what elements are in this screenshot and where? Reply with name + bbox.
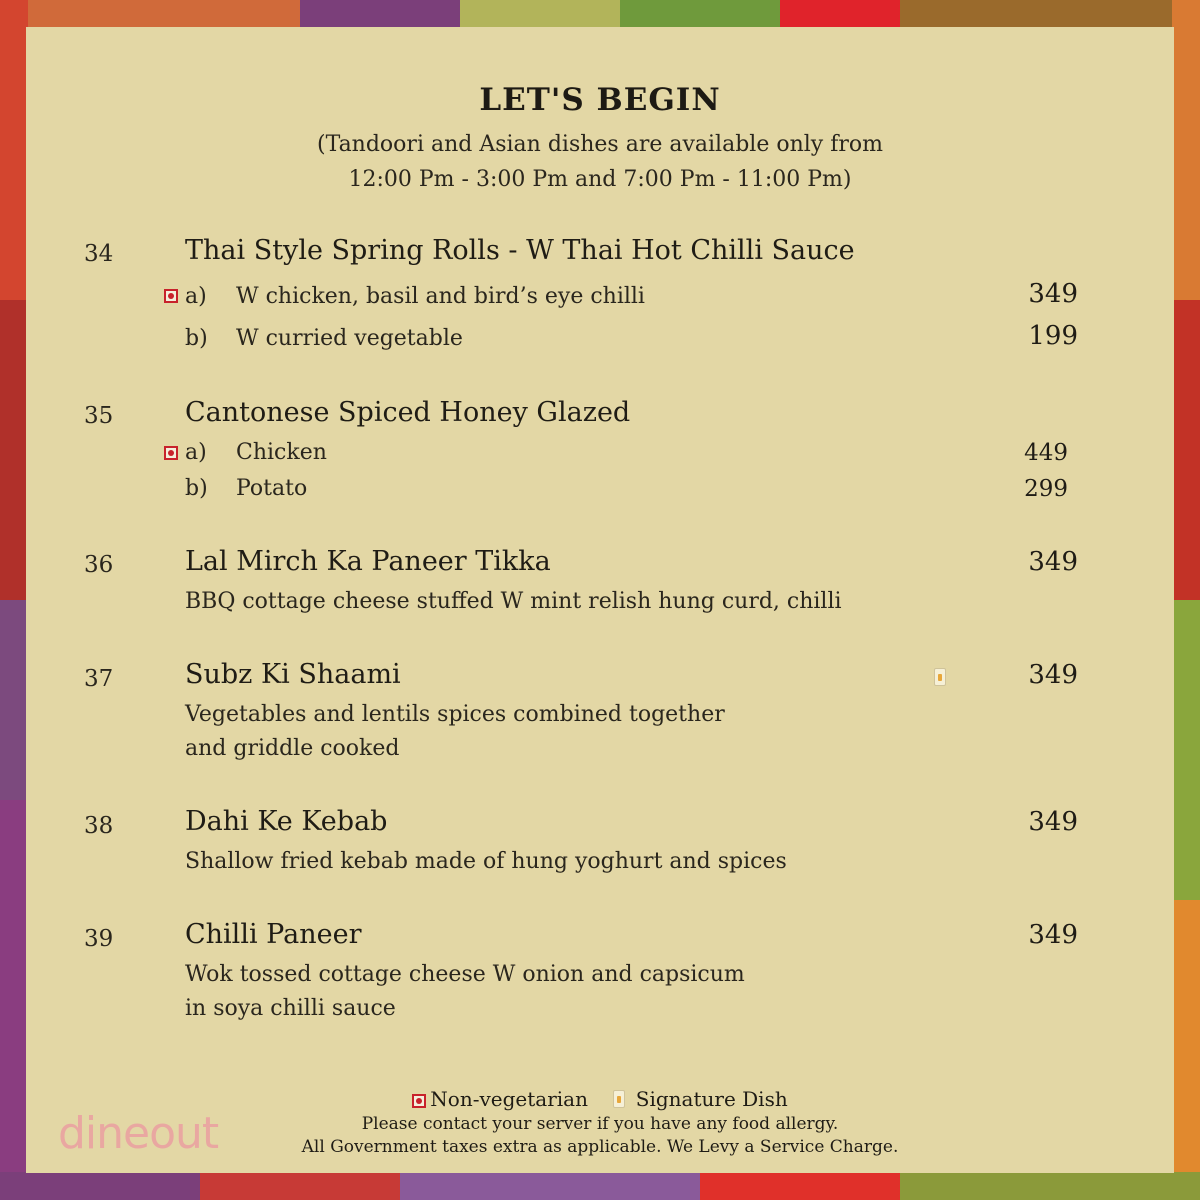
dineout-watermark: dineout	[58, 1108, 219, 1159]
item-name: Dahi Ke Kebab	[185, 806, 388, 837]
item-description: and griddle cooked	[185, 736, 400, 761]
option-price: 199	[1028, 321, 1078, 351]
option-text: Chicken	[236, 440, 327, 465]
item-description: Wok tossed cottage cheese W onion and capsicum	[185, 962, 745, 987]
item-description: Vegetables and lentils spices combined together	[185, 702, 725, 727]
item-description: in soya chilli sauce	[185, 996, 396, 1021]
option-text: Potato	[236, 476, 308, 501]
item-name: Chilli Paneer	[185, 919, 362, 950]
tax-note: All Government taxes extra as applicable. We Levy a Service Charge.	[301, 1137, 899, 1157]
option-text: W curried vegetable	[236, 326, 463, 351]
item-number: 36	[84, 552, 114, 578]
availability-line-1: (Tandoori and Asian dishes are available only from	[317, 132, 883, 157]
availability-line-2: 12:00 Pm - 3:00 Pm and 7:00 Pm - 11:00 Pm)	[348, 167, 852, 192]
item-name: Lal Mirch Ka Paneer Tikka	[185, 546, 551, 577]
item-description: Shallow fried kebab made of hung yoghurt and spices	[185, 849, 787, 874]
option-marker: a)	[185, 440, 207, 465]
availability-note	[0, 127, 1200, 197]
item-number: 39	[84, 926, 114, 952]
option-text: W chicken, basil and bird’s eye chilli	[236, 284, 645, 309]
option-price: 299	[1024, 476, 1068, 502]
item-number: 34	[84, 241, 114, 267]
non-veg-icon	[412, 1094, 426, 1108]
option-price: 349	[1028, 279, 1078, 309]
option-marker: b)	[185, 326, 208, 351]
allergy-note: Please contact your server if you have any food allergy.	[361, 1114, 839, 1134]
legend-signature: Signature Dish	[635, 1087, 788, 1111]
item-number: 38	[84, 813, 114, 839]
legend-nonveg: Non-vegetarian	[430, 1087, 588, 1111]
item-price: 349	[1028, 920, 1078, 950]
page-title: LET'S BEGIN	[479, 82, 721, 118]
item-name: Cantonese Spiced Honey Glazed	[185, 397, 631, 428]
item-price: 349	[1028, 807, 1078, 837]
non-veg-icon	[164, 289, 178, 303]
item-description: BBQ cottage cheese stuffed W mint relish hung curd, chilli	[185, 589, 842, 614]
signature-dish-icon	[613, 1090, 625, 1108]
option-price: 449	[1024, 440, 1068, 466]
non-veg-icon	[164, 446, 178, 460]
item-price: 349	[1028, 660, 1078, 690]
item-name: Thai Style Spring Rolls - W Thai Hot Chilli Sauce	[185, 235, 855, 266]
option-marker: a)	[185, 284, 207, 309]
item-number: 37	[84, 666, 114, 692]
item-name: Subz Ki Shaami	[185, 659, 401, 690]
signature-dish-icon	[934, 668, 946, 686]
item-number: 35	[84, 403, 114, 429]
option-marker: b)	[185, 476, 208, 501]
item-price: 349	[1028, 547, 1078, 577]
